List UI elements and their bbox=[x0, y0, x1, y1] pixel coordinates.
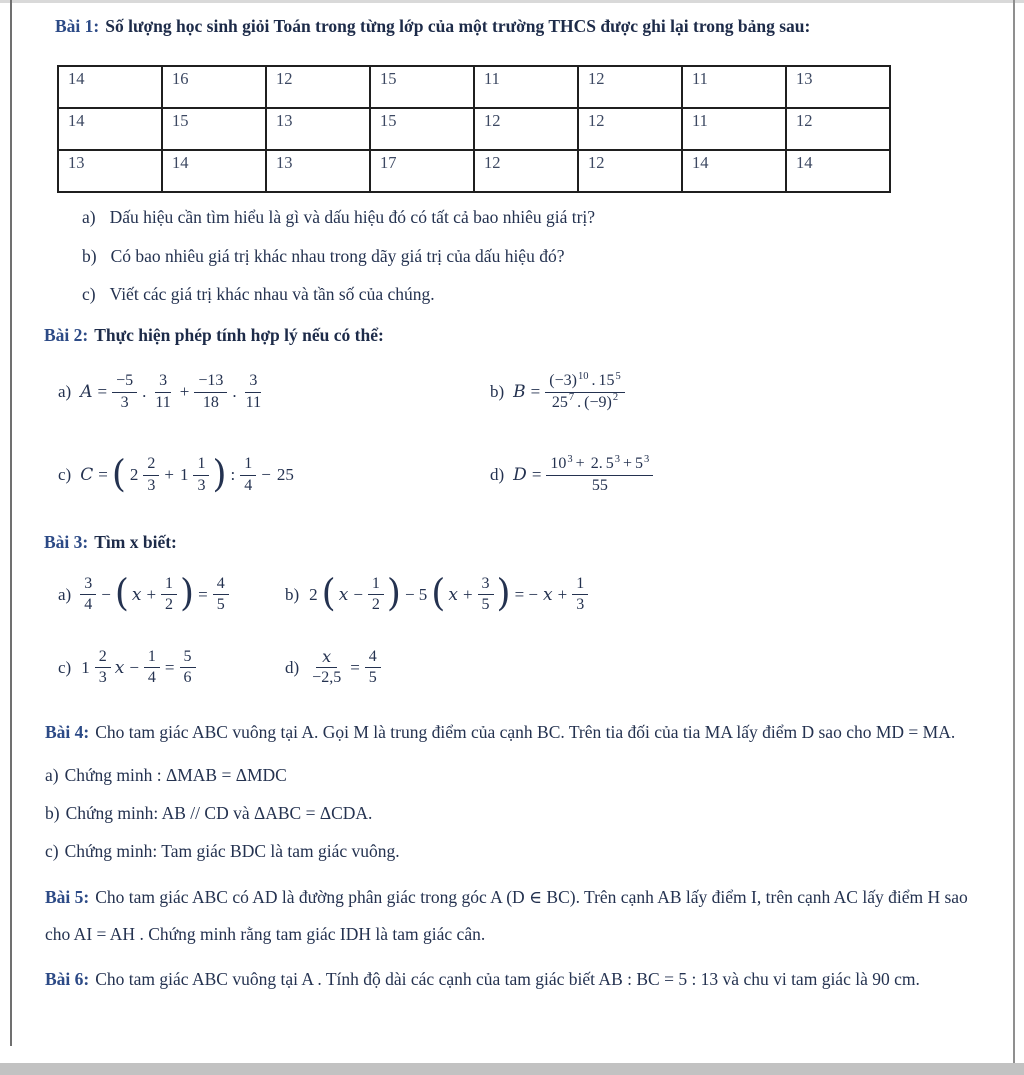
formula-label: a) bbox=[58, 584, 72, 604]
section-bai-5 bbox=[0, 879, 1024, 953]
table-cell: 12 bbox=[786, 108, 890, 150]
formula: B = $(-3)^{10}$ . $15^5$ $25^7$ . $(-9)^2$ bbox=[511, 372, 627, 412]
formula: $\frac{x}{-2,5}$ = $\frac{4}{5}$ bbox=[306, 648, 383, 688]
formula: $\frac{3}{4}$ − ( x + $\frac{1}{2}$ ) = $\frac{4}{5}$ bbox=[78, 575, 230, 615]
formula-label: d) bbox=[490, 465, 505, 485]
bai3-title-label: Bài 3: bbox=[44, 532, 89, 553]
question-text: Dấu hiệu cần tìm hiểu là gì và dấu hiệu đó có tất cả bao nhiêu giá trị? bbox=[109, 207, 596, 228]
table-row bbox=[58, 150, 890, 192]
question-text: Chứng minh: AB // CD và ΔABC = ΔCDA. bbox=[65, 802, 373, 823]
question-text: Chứng minh : ΔMAB = ΔMDC bbox=[64, 764, 287, 785]
bai3-title-text: Tìm x biết: bbox=[94, 532, 177, 553]
bai3-title bbox=[44, 530, 1024, 555]
table-cell: 14 bbox=[58, 66, 162, 108]
scan-top-edge bbox=[0, 0, 1024, 3]
question-label: b) bbox=[82, 245, 97, 266]
question-text: Viết các giá trị khác nhau và tần số của chúng. bbox=[109, 284, 435, 305]
question-label: c) bbox=[45, 840, 59, 861]
bai1-title bbox=[55, 14, 1024, 39]
table-cell: 11 bbox=[474, 66, 578, 108]
question-label: a) bbox=[45, 764, 59, 785]
section-bai-2 bbox=[0, 323, 1024, 514]
question-item bbox=[45, 803, 1024, 824]
bai1-question-list bbox=[0, 205, 1024, 307]
table-cell: 13 bbox=[266, 150, 370, 192]
bai2-formula-grid bbox=[58, 348, 1024, 514]
bai5-title-text: Cho tam giác ABC có AD là đường phân giác trong góc A (D ∈ BC). Trên cạnh AB lấy điểm I, trên cạnh AC lấy điểm H sao cho AI = AH . Chứng minh rằng tam giác IDH là tam giác cân. bbox=[45, 886, 968, 944]
formula-item bbox=[285, 556, 1024, 634]
question-text: Có bao nhiêu giá trị khác nhau trong dãy giá trị của dấu hiệu đó? bbox=[110, 245, 565, 266]
table-cell: 11 bbox=[682, 108, 786, 150]
formula: 2 ( x − $\frac{1}{2}$ ) − 5 ( x + $\frac{3}{5}$ ) = − x + $\frac{1}{3}$ bbox=[306, 575, 590, 615]
formula-item bbox=[490, 348, 1024, 436]
question-item bbox=[45, 841, 1024, 862]
table-cell: 15 bbox=[162, 108, 266, 150]
table-cell: 15 bbox=[370, 66, 474, 108]
formula-label: d) bbox=[285, 657, 300, 677]
scan-bottom-bar bbox=[0, 1063, 1024, 1075]
bai2-title-label: Bài 2: bbox=[44, 324, 89, 345]
bai4-title-label: Bài 4: bbox=[45, 721, 90, 742]
bai6-statement bbox=[45, 961, 985, 998]
formula-item bbox=[490, 436, 1024, 514]
question-label: a) bbox=[82, 207, 96, 228]
formula-item bbox=[58, 436, 490, 514]
data-table bbox=[57, 65, 891, 193]
table-row bbox=[58, 66, 890, 108]
formula: A = $\frac{-5}{3}$ . $\frac{3}{11}$ + $\frac{-13}{18}$ . $\frac{3}{11}$ bbox=[80, 372, 262, 411]
table-row bbox=[58, 108, 890, 150]
formula-item bbox=[285, 634, 1024, 702]
formula-label: b) bbox=[285, 584, 300, 604]
question-label: b) bbox=[45, 802, 60, 823]
formula: C = ( 2 $\frac{2}{3}$ + 1 $\frac{1}{3}$ ) : $\frac{1}{4}$ − 25 bbox=[80, 452, 294, 497]
table-cell: 12 bbox=[474, 150, 578, 192]
table-cell: 13 bbox=[786, 66, 890, 108]
bai4-question-list bbox=[0, 765, 1024, 862]
bai5-statement bbox=[45, 879, 985, 953]
section-bai-6 bbox=[0, 961, 1024, 998]
question-text: Chứng minh: Tam giác BDC là tam giác vuông. bbox=[64, 840, 400, 861]
formula-item bbox=[58, 556, 285, 634]
table-cell: 12 bbox=[266, 66, 370, 108]
table-cell: 14 bbox=[682, 150, 786, 192]
question-item bbox=[82, 282, 1024, 307]
bai6-title-label: Bài 6: bbox=[45, 968, 90, 989]
table-cell: 11 bbox=[682, 66, 786, 108]
table-cell: 12 bbox=[578, 150, 682, 192]
bai1-title-text: Số lượng học sinh giỏi Toán trong từng lớp của một trường THCS được ghi lại trong bảng sau: bbox=[105, 16, 811, 36]
bai2-title bbox=[44, 323, 1024, 348]
section-bai-4 bbox=[0, 714, 1024, 862]
formula-item bbox=[58, 348, 490, 436]
bai4-title-text: Cho tam giác ABC vuông tại A. Gọi M là trung điểm của cạnh BC. Trên tia đối của tia MA lấy điểm D sao cho MD = MA. bbox=[95, 721, 956, 742]
formula: 1 $\frac{2}{3}$ x − $\frac{1}{4}$ = $\frac{5}{6}$ bbox=[78, 648, 197, 688]
table-cell: 16 bbox=[162, 66, 266, 108]
formula-label: b) bbox=[490, 382, 505, 402]
question-item bbox=[82, 205, 1024, 230]
formula-label: c) bbox=[58, 657, 72, 677]
bai2-title-text: Thực hiện phép tính hợp lý nếu có thể: bbox=[94, 324, 384, 345]
table-cell: 13 bbox=[58, 150, 162, 192]
bai1-title-label: Bài 1: bbox=[55, 16, 100, 36]
formula-label: c) bbox=[58, 465, 72, 485]
bai5-title-label: Bài 5: bbox=[45, 886, 90, 907]
table-cell: 17 bbox=[370, 150, 474, 192]
formula-item bbox=[58, 634, 285, 702]
formula: D = $10^3$ + 2. $5^3$ + $5^3$ 55 bbox=[511, 455, 655, 495]
table-cell: 12 bbox=[578, 108, 682, 150]
question-label: c) bbox=[82, 284, 96, 305]
bai3-formula-grid bbox=[58, 556, 1024, 702]
table-cell: 14 bbox=[162, 150, 266, 192]
document-content bbox=[0, 14, 1024, 998]
table-cell: 14 bbox=[786, 150, 890, 192]
section-bai-1 bbox=[0, 14, 1024, 307]
table-cell: 12 bbox=[578, 66, 682, 108]
bai6-title-text: Cho tam giác ABC vuông tại A . Tính độ dài các cạnh của tam giác biết AB : BC = 5 : 13 và chu vi tam giác là 90 cm. bbox=[95, 968, 920, 989]
question-item bbox=[45, 765, 1024, 786]
table-cell: 13 bbox=[266, 108, 370, 150]
section-bai-3 bbox=[0, 530, 1024, 701]
table-cell: 12 bbox=[474, 108, 578, 150]
bai4-statement bbox=[45, 714, 985, 751]
table-cell: 15 bbox=[370, 108, 474, 150]
table-cell: 14 bbox=[58, 108, 162, 150]
question-item bbox=[82, 244, 1024, 269]
formula-label: a) bbox=[58, 382, 72, 402]
